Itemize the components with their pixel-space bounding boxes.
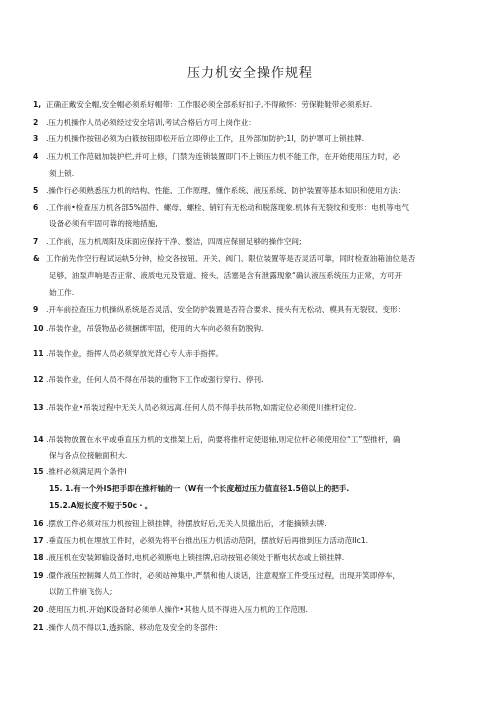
rule-line [33,403,473,413]
rule-text: .开车前拉查压力机操纵系统是否灵活、安全防护装置是否符合要求、接头有无松动、模具有无裂钗、变形： [46,305,406,314]
rule-line [33,305,473,315]
rule-number: 16 [33,519,44,528]
sub-clause [49,484,489,494]
rule-line [33,349,473,359]
rule-number: 17 [33,536,44,545]
rule-text: .吊装作业，任何人员不得在吊装的重物下工作或强行穿行、停刊. [46,375,264,384]
rule-line [33,237,473,247]
rule-line [33,118,473,128]
rule-line [33,186,473,196]
rule-number: 19 [33,571,44,580]
rule-line [33,553,473,563]
rule-line [33,536,473,546]
rule-number: & [33,254,40,263]
rule-number: 12 [33,375,44,384]
rule-text: .摆放工件必须对压力机按钮上锁挂牌，待摆放好后,无关人员撤出后，才能摘锁去牌. [46,519,327,528]
rule-text: 正确正戴安全帽,安全帽必须系好帽带：工作服必须全部系好扣子,不得敞怀：劳保鞋鞋带必须系好. [46,100,373,109]
rule-continuation [49,219,489,229]
rule-text: 足够、油泵声响是否正常、液质电元及管道、接头、活塞是含有泄露现象“确认液压系统压力正常，方可开 [49,271,403,280]
rule-number: 13 [33,403,44,412]
rule-line [33,519,473,529]
rule-text: .吊装作业，指挥人员必须穿放光背心专人赤手指挥。 [46,349,224,358]
rule-continuation [49,169,489,179]
rule-continuation [49,451,489,461]
rule-text: .压力机工作范础加装护栏,并可上修，门禁为连锁装置即门不上锁压力机不能工作，在开始使用压力时，必 [46,152,401,161]
rule-line [33,435,473,445]
rule-text: 以防工件崩飞伤人; [49,587,113,596]
rule-text: .吊装作业•吊装过程中无关人员必须远离.任何人员不得手扶吊物,如需定位必须使川推杆定位. [46,403,357,412]
rule-line [33,605,473,615]
rule-number: 7 [33,237,39,246]
rule-text: 15. 1.有一个外IS把手即在推杆轴的一（W有一个长度超过压力值直径1.5倍以上的把手. [49,484,350,493]
rule-number: 5 [33,186,39,195]
rule-text: 工作前先作空行程试运轨5分钟，检交各按钮、开关、阀门、限位装置等是否灵活可靠，同时检查油箱油位是否 [46,254,416,263]
sub-clause [49,501,489,511]
rule-text: 始工作. [49,288,75,297]
document-title: 压力机安全操作规程 [186,66,313,81]
rule-line [33,254,473,264]
rule-line [33,324,473,334]
rule-text: 设备必须有牢固可靠的接地措施, [49,219,158,228]
rule-text: .使用压力机.开始JK设备时必须单人操作•其他人员不得进入压力机的工作范围. [46,605,308,614]
rule-text: .操作人员不得以1,透拆除、移动危及安全的冬部件: [46,623,218,632]
rule-text: 须上锁. [49,169,75,178]
rule-number: 3 [33,134,39,143]
rule-line [33,134,473,144]
rule-text: .吊装物放置在水平或垂直压力机的支推架上后，尚要将推杆定使退轴,则定位杆必须使用位“工”型推杆，确 [46,435,401,444]
rule-number: 4 [33,152,39,161]
rule-continuation [49,271,489,281]
rule-number: 1, [33,100,42,109]
rule-text: .液压机在安装卸输设备时,电机必须断电上锁挂牌,启动按钮必须处于断电状态或上锁挂牌. [46,553,345,562]
rule-line [33,467,473,477]
rule-line [33,152,473,162]
rule-text: .吊装作业，吊袋物品必须捆绑牢固，使用的大车向必须有防脱钩. [46,324,264,333]
rule-number: 15 [33,467,44,476]
rule-text: .工作前•检查压力机各部5%固件、螺母、螺栓、销钉有无松动和脱落现象.机体有无裂纹和变形：电机等电气 [46,203,410,212]
rule-text: .推杆必须满足两个条件I [46,467,127,476]
rule-line [33,100,473,110]
rule-text: 保与各点位接触面积大. [49,451,128,460]
rule-text: .压力机操作按钮必须为白筱按钮即松开后立即停止工作，且外部加防护;1I，防护罩可上锁挂牌. [46,134,365,143]
rule-number: 20 [33,605,44,614]
rule-number: 6 [33,203,39,212]
rule-number: 10 [33,324,44,333]
rule-number: 11 [33,349,44,358]
rule-text: .工作前，压力机周阳及床面应保持干净、整洁，四周应保留足够的操作空间; [46,237,302,246]
rule-text: .垂直压力机在埋放工件时，必须先将平台推出压力机活动范阴，摆放好后再推到压力活动范IIc1. [46,536,369,545]
rule-text: .儇作液压控制舞人员工作时，必须站神集中,严禁和他人谈话，注意观察工件受压过程，出现开笑即停车， [46,571,401,580]
rule-text: .压力机操作人员必须经过安全培训,考试合格后方可上岗作业： [46,118,256,127]
rule-number: 2 [33,118,39,127]
rule-number: 18 [33,553,44,562]
rule-number: 9 [33,305,39,314]
rule-number: 14 [33,435,44,444]
rule-line [33,623,473,633]
rule-line [33,375,473,385]
rule-text: .操作行必须熟悉压力机的结构、性能、工作原理、懂作系统、液压系统、防护装置等基本知识和使用方法： [46,186,406,195]
rule-number: 21 [33,623,44,632]
rule-text: 15.2.A短长度不短于50c・。 [49,501,153,510]
rule-continuation [49,288,489,298]
rule-line [33,571,473,581]
rule-line [33,203,473,213]
rule-continuation [49,587,489,597]
